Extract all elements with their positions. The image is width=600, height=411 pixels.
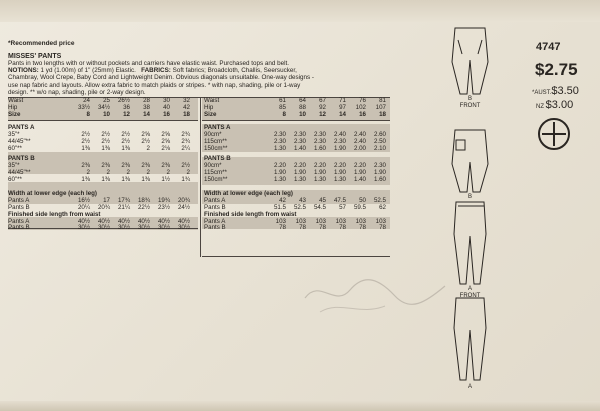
cell: 2.20 (353, 162, 366, 169)
registration-mark-icon (538, 118, 570, 150)
cell: 40½ (77, 218, 90, 225)
cell: 1.90 (353, 169, 366, 176)
cell: 10 (103, 111, 110, 118)
cell: 2.60 (373, 131, 386, 138)
cell: 88 (299, 104, 306, 111)
cell: 2.30 (293, 138, 306, 145)
cell: 2½ (181, 162, 190, 169)
cell: 2.10 (373, 145, 386, 152)
cell: 59.5 (353, 204, 366, 211)
cell: 103 (355, 218, 366, 225)
cell: 30½ (117, 224, 130, 231)
cell: 2 (146, 145, 150, 152)
cell: 2.20 (313, 162, 326, 169)
section-label: Finished side length from waist (8, 211, 101, 218)
pants-b-front-icon (452, 28, 488, 94)
pattern-number: 4747 (536, 41, 561, 53)
cell: 1⅜ (81, 145, 90, 152)
cell: 76 (359, 97, 366, 104)
row-label: Pants B (8, 224, 30, 231)
cell: 2.30 (293, 131, 306, 138)
pants-a-front-icon (454, 202, 486, 284)
cell: 2.20 (273, 162, 286, 169)
row-label: 44/45"** (8, 138, 31, 145)
cell: 1⅜ (141, 176, 150, 183)
cell: 2.00 (353, 145, 366, 152)
row-label: Pants A (8, 197, 30, 204)
row-label: Waist (204, 97, 220, 104)
section-label: PANTS A (204, 124, 231, 131)
cell: 33½ (77, 104, 90, 111)
cell: 17¾ (117, 197, 130, 204)
cell: 2 (146, 169, 150, 176)
cell: 71 (339, 97, 346, 104)
cell: 2 (86, 169, 90, 176)
cell: 1⅜ (121, 145, 130, 152)
cell: 1.90 (333, 169, 346, 176)
cell: 1⅜ (101, 145, 110, 152)
cell: 52.5 (373, 197, 386, 204)
pants-illustrations (440, 22, 500, 411)
view-sublabel: FRONT (459, 293, 481, 299)
row-label: Waist (8, 97, 24, 104)
cell: 20¾ (177, 197, 190, 204)
cell: 78 (279, 224, 286, 231)
row-label: 115cm** (204, 169, 227, 176)
price: $2.75 (535, 60, 578, 79)
row-label: Hip (204, 104, 214, 111)
cell: 1½ (161, 176, 170, 183)
aust-price (532, 85, 579, 97)
cell: 19¾ (157, 197, 170, 204)
cell: 2.30 (373, 162, 386, 169)
row-label: Pants B (204, 224, 226, 231)
cell: 1.90 (273, 169, 286, 176)
cell: 2.30 (333, 138, 346, 145)
cell: 1⅜ (81, 176, 90, 183)
cell: 1¾ (181, 176, 190, 183)
section-label: Finished side length from waist (204, 211, 297, 218)
cell: 85 (279, 104, 286, 111)
row-label: Pants A (204, 197, 226, 204)
cell: 14 (339, 111, 346, 118)
cell: 2 (126, 169, 130, 176)
cell: 2½ (81, 138, 90, 145)
row-label: 90cm* (204, 162, 222, 169)
cell: 16 (163, 111, 170, 118)
cell: 2.40 (353, 131, 366, 138)
section-label: PANTS B (204, 155, 231, 162)
cell: 103 (295, 218, 306, 225)
view-sublabel: FRONT (459, 103, 481, 109)
cell: 2.20 (333, 162, 346, 169)
cell: 1.40 (353, 176, 366, 183)
cell: 43 (299, 197, 306, 204)
row-label: Pants A (8, 218, 30, 225)
row-label: 60"** (8, 176, 22, 183)
cell: 2½ (101, 138, 110, 145)
nz-price (536, 99, 573, 111)
faint-handwriting (300, 268, 450, 322)
pattern-description (8, 60, 400, 96)
view-label: A (467, 286, 472, 292)
yardage-table-imperial (8, 97, 198, 257)
row-label: 115cm** (204, 138, 227, 145)
cell: 2.40 (333, 131, 346, 138)
row-label: Pants B (8, 204, 30, 211)
cell: 30 (163, 97, 170, 104)
cell: 1⅜ (101, 176, 110, 183)
cell: 45 (319, 197, 326, 204)
cell: 51.5 (273, 204, 286, 211)
cell: 103 (275, 218, 286, 225)
cell: 2⅝ (141, 131, 150, 138)
row-label: Size (204, 111, 217, 118)
aust-value: $3.50 (551, 85, 579, 97)
cell: 22½ (137, 204, 150, 211)
cell: 54.5 (313, 204, 326, 211)
description-line: use nap fabric and layouts. Allow extra fabric to match plaids or stripes. * with nap, shading, pile or 1-way (8, 81, 301, 89)
cell: 24 (83, 97, 90, 104)
cell: 1.30 (273, 145, 286, 152)
cell: 40½ (157, 218, 170, 225)
cell: 2½ (121, 131, 130, 138)
row-label: 35"* (8, 162, 20, 169)
cell: 26½ (117, 97, 130, 104)
cell: 2⅜ (161, 162, 170, 169)
cell: 2¾ (181, 138, 190, 145)
pants-a-back-icon (454, 298, 486, 380)
cell: 50 (359, 197, 366, 204)
row-label: Size (8, 111, 21, 118)
cell: 25 (103, 97, 110, 104)
cell: 30½ (77, 224, 90, 231)
cell: 2.40 (353, 138, 366, 145)
view-label: B (467, 96, 472, 102)
aust-label: *AUST. (532, 90, 552, 96)
cell: 32 (183, 97, 190, 104)
cell: 2¼ (181, 145, 190, 152)
cell: 2¾ (181, 131, 190, 138)
cell: 23½ (157, 204, 170, 211)
cell: 2½ (101, 131, 110, 138)
cell: 2.30 (313, 131, 326, 138)
cell: 1.30 (333, 176, 346, 183)
cell: 78 (299, 224, 306, 231)
row-label: 150cm** (204, 145, 228, 152)
cell: 78 (359, 224, 366, 231)
description-line: Chambray, Wool Crepe, Baby Cord and Lightweight Denim. Obvious diagonals unsuitable. One-way designs - (8, 74, 315, 82)
cell: 1.40 (293, 145, 306, 152)
cell: 18¾ (137, 197, 150, 204)
cell: 20¼ (77, 204, 90, 211)
cell: 102 (355, 104, 366, 111)
cell: 10 (299, 111, 306, 118)
cell: 24½ (177, 204, 190, 211)
cell: 1⅜ (121, 176, 130, 183)
section-label: Width at lower edge (each leg) (204, 190, 293, 197)
cell: 97 (339, 104, 346, 111)
torn-bottom-edge (0, 401, 600, 411)
cell: 1.60 (313, 145, 326, 152)
cell: 40½ (117, 218, 130, 225)
cell: 40½ (97, 218, 110, 225)
cell: 18 (379, 111, 386, 118)
cell: 2⅜ (141, 162, 150, 169)
torn-top-edge (0, 0, 600, 22)
cell: 2 (106, 169, 110, 176)
cell: 2.30 (313, 138, 326, 145)
cell: 103 (315, 218, 326, 225)
cell: 78 (319, 224, 326, 231)
description-line: Pants in two lengths with or without pockets and carriers have elastic waist. Purchased tops and belt. (8, 60, 290, 67)
cell: 30½ (137, 224, 150, 231)
cell: 2.30 (273, 131, 286, 138)
cell: 2 (186, 169, 190, 176)
cell: 34½ (97, 104, 110, 111)
cell: 40½ (137, 218, 150, 225)
cell: 2½ (121, 138, 130, 145)
notions-label: NOTIONS: (8, 67, 39, 75)
cell: 40 (163, 104, 170, 111)
row-label: 44/45"** (8, 169, 31, 176)
row-label: 60"** (8, 145, 22, 152)
cell: 2⅜ (121, 162, 130, 169)
cell: 1.90 (333, 145, 346, 152)
cell: 12 (123, 111, 130, 118)
cell: 8 (86, 111, 90, 118)
row-label: 90cm* (204, 131, 222, 138)
cell: 2⅛ (161, 145, 170, 152)
cell: 16 (359, 111, 366, 118)
cell: 81 (379, 97, 386, 104)
cell: 30½ (97, 224, 110, 231)
cell: 103 (335, 218, 346, 225)
view-label: A (467, 384, 472, 390)
cell: 78 (339, 224, 346, 231)
cell: 52.5 (293, 204, 306, 211)
row-label: Pants B (204, 204, 226, 211)
cell: 57 (339, 204, 346, 211)
cell: 16½ (77, 197, 90, 204)
section-label: Width at lower edge (each leg) (8, 190, 97, 197)
cell: 42 (183, 104, 190, 111)
cell: 62 (379, 204, 386, 211)
cell: 1.90 (293, 169, 306, 176)
nz-label: NZ (536, 104, 544, 110)
cell: 30½ (177, 224, 190, 231)
cell: 8 (282, 111, 286, 118)
cell: 14 (143, 111, 150, 118)
cell: 2½ (81, 131, 90, 138)
row-label: Hip (8, 104, 18, 111)
nz-value: $3.00 (545, 99, 574, 111)
cell: 17 (103, 197, 110, 204)
cell: 2⅝ (161, 131, 170, 138)
section-label: PANTS B (8, 155, 35, 162)
cell: 78 (379, 224, 386, 231)
cell: 103 (375, 218, 386, 225)
cell: 40½ (177, 218, 190, 225)
cell: 1.30 (313, 176, 326, 183)
cell: 1.30 (273, 176, 286, 183)
cell: 2.50 (373, 138, 386, 145)
row-label: 35"* (8, 131, 20, 138)
pattern-title: MISSES' PANTS (8, 53, 62, 60)
notions-text: 1 yd (1.00m) of 1" (25mm) Elastic. (38, 67, 136, 75)
cell: 2⅝ (161, 138, 170, 145)
cell: 2.30 (273, 138, 286, 145)
cell: 2.20 (293, 162, 306, 169)
table-divider (200, 97, 201, 257)
cell: 2 (166, 169, 170, 176)
cell: 47.5 (333, 197, 346, 204)
yardage-table-metric (204, 97, 390, 257)
section-label: PANTS A (8, 124, 35, 131)
cell: 1.90 (373, 169, 386, 176)
recommended-price-note: *Recommended price (8, 40, 75, 47)
cell: 18 (183, 111, 190, 118)
cell: 42 (279, 197, 286, 204)
cell: 38 (143, 104, 150, 111)
cell: 2½ (141, 138, 150, 145)
cell: 2⅜ (81, 162, 90, 169)
cell: 30½ (157, 224, 170, 231)
cell: 2⅜ (101, 162, 110, 169)
cell: 28 (143, 97, 150, 104)
cell: 67 (319, 97, 326, 104)
cell: 107 (375, 104, 386, 111)
pants-b-back-icon (452, 130, 488, 192)
row-label: 150cm** (204, 176, 228, 183)
fabrics-label: FABRICS: (141, 67, 171, 75)
cell: 64 (299, 97, 306, 104)
cell: 92 (319, 104, 326, 111)
row-label: Pants A (204, 218, 226, 225)
cell: 1.30 (293, 176, 306, 183)
cell: 1.60 (373, 176, 386, 183)
cell: 61 (279, 97, 286, 104)
description-line: design. ** w/o nap, shading, pile or 2-way design. (8, 88, 146, 96)
cell: 21¼ (117, 204, 130, 211)
cell: 20¾ (97, 204, 110, 211)
view-label: B (467, 194, 472, 200)
cell: 12 (319, 111, 326, 118)
cell: 36 (123, 104, 130, 111)
fabrics-text: Soft fabrics; Broadcloth, Challis, Seersucker, (170, 67, 297, 75)
description-line (8, 67, 400, 74)
cell: 1.90 (313, 169, 326, 176)
